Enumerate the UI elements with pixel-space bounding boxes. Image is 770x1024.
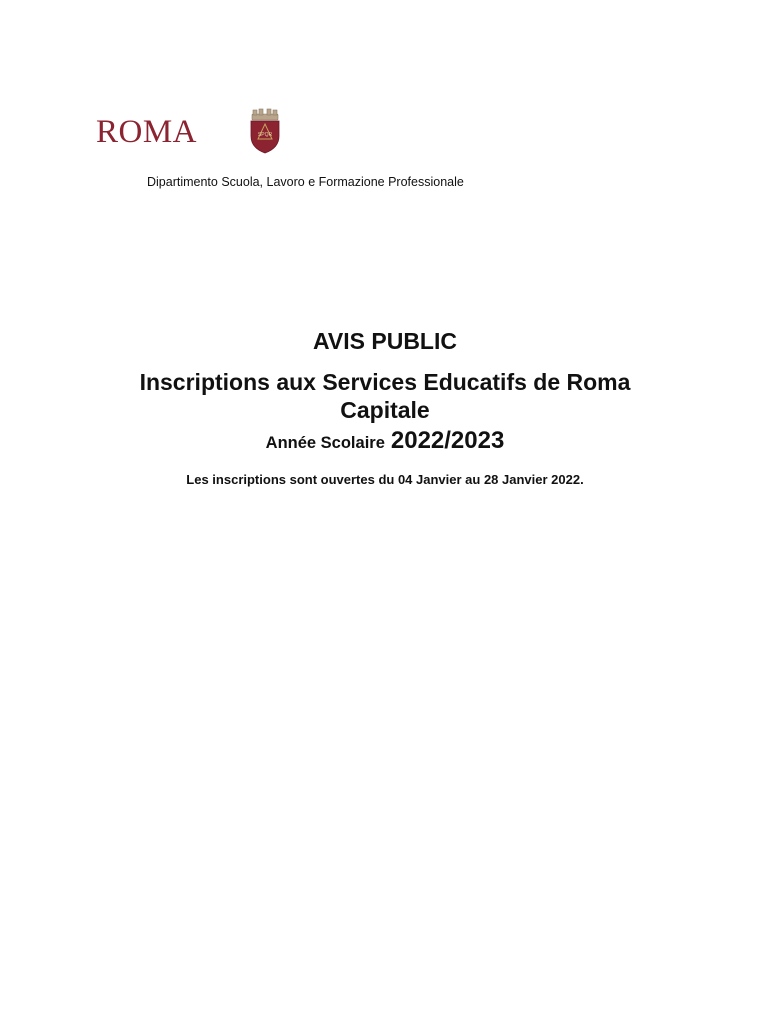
school-year	[0, 425, 770, 460]
crown-shape	[252, 109, 278, 120]
subtitle-line-2: Capitale	[340, 397, 430, 423]
roma-crest-icon	[246, 108, 284, 154]
notice-title: AVIS PUBLIC	[313, 328, 457, 354]
subtitle-line-1: Inscriptions aux Services Educatifs de Roma	[139, 369, 631, 395]
department-name: Dipartimento Scuola, Lavoro e Formazione Professionale	[147, 175, 464, 189]
registration-dates: Les inscriptions sont ouvertes du 04 Janvier au 28 Janvier 2022.	[186, 472, 584, 487]
notice-subtitle	[0, 368, 770, 424]
school-year-label: Année Scolaire	[265, 434, 385, 452]
roma-logo-text: ROMA	[96, 114, 198, 150]
school-year-value: 2022/2023	[390, 427, 505, 454]
crest-letters: SPQR	[257, 132, 273, 138]
